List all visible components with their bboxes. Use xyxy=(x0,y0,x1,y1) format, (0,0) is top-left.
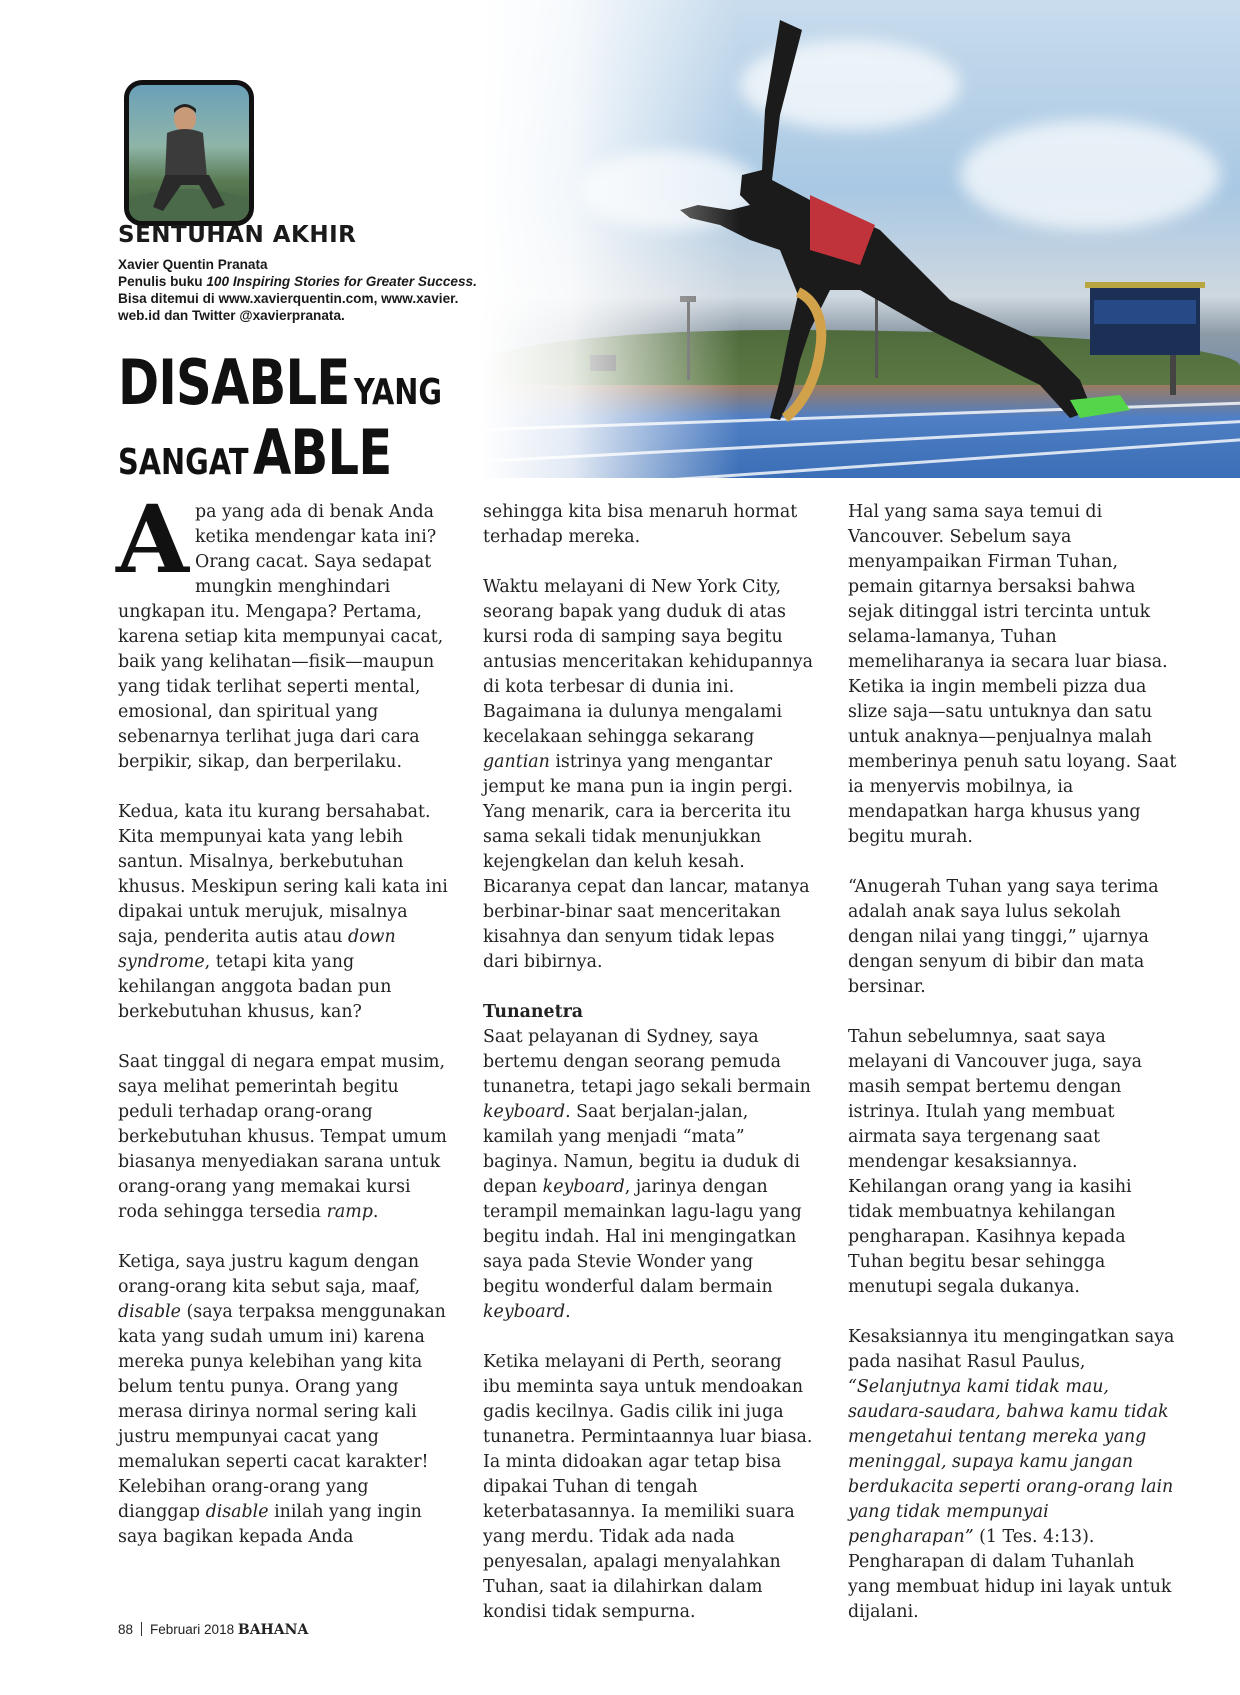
article-column-1 xyxy=(116,485,448,1575)
article-column-3 xyxy=(848,500,1178,1650)
author-bio xyxy=(118,256,558,324)
paragraph: Kedua, kata itu kurang bersahabat. Kita mempunyai kata yang lebih santun. Misalnya, berkebutuhan khusus. Meskipun sering kali kata ini dipakai untuk merujuk, misalnya saja, penderita autis atau down syndrome, tetapi kita yang kehilangan anggota badan pun berkebutuhan khusus, kan? xyxy=(118,802,448,1022)
paragraph: Ketika melayani di Perth, seorang ibu meminta saya untuk mendoakan gadis kecilnya. Gadis cilik ini juga tunanetra. Permintaannya luar biasa. Ia minta didoakan agar tetap bisa dipakai Tuhan di tengah keterbatasannya. Ia memiliki suara yang merdu. Tidak ada nada penyesalan, apalagi menyalahkan Tuhan, saat ia dilahirkan dalam kondisi tidak sempurna. xyxy=(483,1352,813,1622)
drop-cap: A xyxy=(116,485,189,595)
author-name: Xavier Quentin Pranata xyxy=(118,257,268,272)
paragraph: sehingga kita bisa menaruh hormat terhadap mereka. xyxy=(483,502,798,547)
column-section-label: SENTUHAN AKHIR xyxy=(118,222,357,248)
author-contact-line: web.id dan Twitter @xavierpranata. xyxy=(118,308,345,323)
paragraph: Ketiga, saya justru kagum dengan orang-orang kita sebut saja, maaf, disable (saya terpaksa menggunakan kata yang sudah umum ini) karena mereka punya kelebihan yang kita belum tentu punya. Orang yang merasa dirinya normal sering kali justru mempunyai cacat yang memalukan seperti cacat karakter! Kelebihan orang-orang yang dianggap disable inilah yang ingin saya bagikan kepada Anda xyxy=(118,1252,446,1547)
footer-divider xyxy=(141,1622,142,1636)
author-book-title: 100 Inspiring Stories for Greater Success. xyxy=(206,274,477,289)
paragraph: Tahun sebelumnya, saat saya melayani di Vancouver juga, saya masih sempat bertemu dengan istrinya. Itulah yang membuat airmata saya tergenang saat mendengar kesaksiannya. Kehilangan orang yang ia kasihi tidak membuatnya kehilangan pengharapan. Kasihnya kepada Tuhan begitu besar sehingga menutupi segala dukanya. xyxy=(848,1027,1142,1297)
paragraph: Saat pelayanan di Sydney, saya bertemu dengan seorang pemuda tunanetra, tetapi jago sekali bermain keyboard. Saat berjalan-jalan, kamilah yang menjadi “mata” baginya. Namun, begitu ia duduk di depan keyboard, jarinya dengan terampil memainkan lagu-lagu yang begitu indah. Hal ini mengingatkan saya pada Stevie Wonder yang begitu wonderful dalam bermain keyboard. xyxy=(483,1027,811,1322)
paragraph: Saat tinggal di negara empat musim, saya melihat pemerintah begitu peduli terhadap orang-orang berkebutuhan khusus. Tempat umum biasanya menyediakan sarana untuk orang-orang yang memakai kursi roda sehingga tersedia ramp. xyxy=(118,1052,447,1222)
headline-word: DISABLE xyxy=(118,346,350,419)
article-headline xyxy=(118,346,443,489)
subheading: Tunanetra xyxy=(483,1002,584,1022)
paragraph: Hal yang sama saya temui di Vancouver. Sebelum saya menyampaikan Firman Tuhan, pemain gitarnya bersaksi bahwa sejak ditinggal istri tercinta untuk selama-lamanya, Tuhan memeliharanya ia secara luar biasa. Ketika ia ingin membeli pizza dua slize saja—satu untuknya dan satu untuk anaknya—penjualnya malah memberinya penuh satu loyang. Saat ia menyervis mobilnya, ia mendapatkan harga khusus yang begitu murah. xyxy=(848,502,1177,847)
issue-date: Februari 2018 xyxy=(150,1622,235,1637)
article-column-2 xyxy=(483,500,813,1650)
headline-word: SANGAT xyxy=(118,442,249,483)
author-avatar xyxy=(124,80,254,226)
magazine-name: BAHANA xyxy=(237,1622,309,1638)
author-bio-line xyxy=(118,273,558,290)
paragraph: Apa yang ada di benak Anda ketika mendengar kata ini? Orang cacat. Saya sedapat mungkin menghindari ungkapan itu. Mengapa? Pertama, karena setiap kita mempunyai cacat, baik yang kelihatan—fisik—maupun yang tidak terlihat seperti mental, emosional, dan spiritual yang sebenarnya terlihat juga dari cara berpikir, sikap, dan berperilaku. xyxy=(116,485,444,772)
headline-word: ABLE xyxy=(252,416,392,489)
headline-word: YANG xyxy=(353,372,443,413)
paragraph: “Anugerah Tuhan yang saya terima adalah anak saya lulus sekolah dengan nilai yang tinggi,” ujarnya dengan senyum di bibir dan mata bersinar. xyxy=(848,877,1159,997)
paragraph: Waktu melayani di New York City, seorang bapak yang duduk di atas kursi roda di samping saya begitu antusias menceritakan kehidupannya di kota terbesar di dunia ini. Bagaimana ia dulunya mengalami kecelakaan sehingga sekarang gantian istrinya yang mengantar jemput ke mana pun ia ingin pergi. Yang menarik, cara ia bercerita itu sama sekali tidak menunjukkan kejengkelan dan keluh kesah. Bicaranya cepat dan lancar, matanya berbinar-binar saat menceritakan kisahnya dan senyum tidak lepas dari bibirnya. xyxy=(483,577,813,972)
page-number: 88 xyxy=(118,1622,134,1637)
author-contact-line: Bisa ditemui di www.xavierquentin.com, www.xavier. xyxy=(118,291,459,306)
paragraph: Kesaksiannya itu mengingatkan saya pada nasihat Rasul Paulus, “Selanjutnya kami tidak mau, saudara-saudara, bahwa kamu tidak mengetahui tentang mereka yang meninggal, supaya kamu jangan berdukacita seperti orang-orang lain yang tidak mempunyai pengharapan” (1 Tes. 4:13). Pengharapan di dalam Tuhanlah yang membuat hidup ini layak untuk dijalani. xyxy=(848,1327,1175,1622)
hero-photo-sprinter xyxy=(480,0,1240,478)
author-bio-prefix: Penulis buku xyxy=(118,274,207,289)
page-footer xyxy=(118,1622,308,1638)
